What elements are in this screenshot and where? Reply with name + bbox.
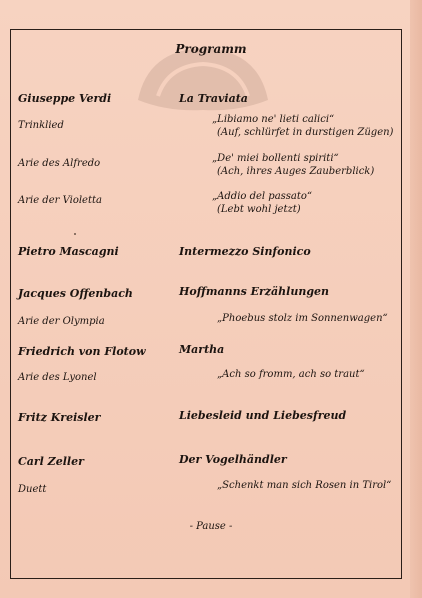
- piece-translation-addio: (Lebt wohl jetzt): [217, 204, 301, 215]
- page-edge: [410, 0, 422, 598]
- piece-label-trinklied: Trinklied: [18, 120, 64, 131]
- work-intermezzo: Intermezzo Sinfonico: [179, 245, 311, 258]
- piece-translation-de-miei: (Ach, ihres Auges Zauberblick): [217, 166, 375, 177]
- composer-offenbach: Jacques Offenbach: [18, 287, 133, 300]
- composer-mascagni: Pietro Mascagni: [18, 245, 119, 258]
- piece-label-duett: Duett: [18, 484, 47, 495]
- work-martha: Martha: [179, 343, 225, 356]
- piece-title-rosen-in-tirol: „Schenkt man sich Rosen in Tirol“: [217, 480, 392, 491]
- program-title: Programm: [175, 42, 247, 56]
- composer-flotow: Friedrich von Flotow: [18, 345, 146, 358]
- program-border: [10, 29, 402, 579]
- work-hoffmann: Hoffmanns Erzählungen: [179, 285, 330, 298]
- composer-zeller: Carl Zeller: [18, 455, 84, 468]
- composer-kreisler: Fritz Kreisler: [18, 411, 101, 424]
- piece-label-violetta: Arie der Violetta: [18, 195, 102, 206]
- composer-verdi: Giuseppe Verdi: [18, 92, 112, 105]
- work-vogelhaendler: Der Vogelhändler: [179, 453, 287, 466]
- piece-title-de-miei: „De' miei bollenti spiriti“: [212, 153, 339, 164]
- piece-title-addio: „Addio del passato“: [212, 191, 313, 202]
- piece-title-ach-so-fromm: „Ach so fromm, ach so traut“: [217, 369, 365, 380]
- piece-label-alfredo: Arie des Alfredo: [18, 158, 101, 169]
- piece-title-libiamo: „Libiamo ne' lieti calici“: [212, 114, 335, 125]
- work-la-traviata: La Traviata: [179, 92, 248, 105]
- piece-translation-libiamo: (Auf, schlürfet in durstigen Zügen): [217, 127, 394, 138]
- piece-label-olympia: Arie der Olympia: [18, 316, 105, 327]
- intermission-label: - Pause -: [189, 521, 233, 532]
- piece-label-lyonel: Arie des Lyonel: [18, 372, 97, 383]
- ink-speck: [74, 233, 76, 235]
- work-liebesleid: Liebesleid und Liebesfreud: [179, 409, 347, 422]
- piece-title-phoebus: „Phoebus stolz im Sonnenwagen“: [217, 313, 388, 324]
